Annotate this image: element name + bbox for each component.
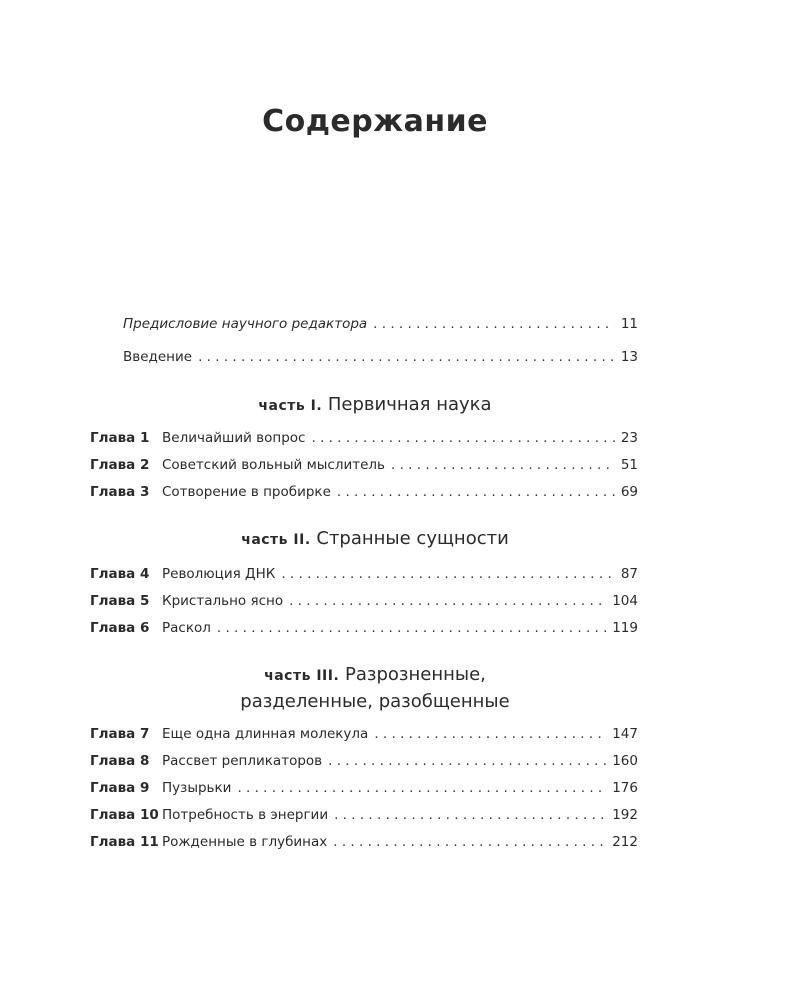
toc-entry-chapter-11[interactable] [90,834,638,850]
toc-page-number: 69 [620,484,638,500]
toc-entry-chapter-5[interactable] [90,593,638,609]
toc-entry-preface[interactable] [123,316,638,332]
toc-entry-title: Советский вольный мыслитель [162,457,386,473]
toc-page-number: 192 [612,807,638,823]
leader-dots [289,593,606,609]
toc-entry-title: Революция ДНК [162,566,276,582]
toc-entry-title: Потребность в энергии [162,807,329,823]
part-tag: часть II. [241,532,311,548]
toc-entry-chapter-3[interactable] [90,484,638,500]
leader-dots [217,620,606,636]
toc-entry-title: Пузырьки [162,780,232,796]
toc-entry-chapter-8[interactable] [90,753,638,769]
toc-entry-chapter-2[interactable] [90,457,638,473]
toc-entry-chapter-10[interactable] [90,807,638,823]
toc-page-number: 23 [620,430,638,446]
leader-dots [333,834,606,850]
leader-dots [198,349,615,365]
chapter-label: Глава 9 [90,780,150,796]
part-title: Первичная наука [327,394,492,415]
leader-dots [373,316,615,332]
toc-page-number: 104 [612,593,638,609]
toc-entry-introduction[interactable] [123,349,638,365]
toc-entry-chapter-6[interactable] [90,620,638,636]
toc-entry-title: Кристально ясно [162,593,284,609]
toc-page-number: 51 [620,457,638,473]
leader-dots [311,430,614,446]
toc-page-number: 176 [612,780,638,796]
toc-entry-title: Сотворение в пробирке [162,484,331,500]
toc-entry-title: Предисловие научного редактора [123,316,368,332]
chapter-label: Глава 4 [90,566,150,582]
leader-dots [374,726,606,742]
toc-entry-title: Величайший вопрос [162,430,306,446]
leader-dots [391,457,615,473]
leader-dots [334,807,606,823]
chapter-label: Глава 2 [90,457,150,473]
chapter-label: Глава 7 [90,726,150,742]
chapter-label: Глава 10 [90,807,159,823]
leader-dots [328,753,606,769]
part-title-line-1: Разрозненные, [345,664,486,685]
toc-page-number: 87 [620,566,638,582]
part-heading-1 [0,392,750,419]
toc-entry-title: Введение [123,349,193,365]
chapter-label: Глава 5 [90,593,150,609]
toc-entry-title: Раскол [162,620,211,636]
part-title-line-2: разделенные, разобщенные [240,691,510,712]
toc-entry-chapter-4[interactable] [90,566,638,582]
part-tag: часть I. [258,398,323,414]
toc-page-number: 119 [612,620,638,636]
chapter-label: Глава 11 [90,834,159,850]
toc-entry-title: Еще одна длинная молекула [162,726,369,742]
chapter-label: Глава 1 [90,430,150,446]
chapter-label: Глава 8 [90,753,150,769]
toc-entry-chapter-1[interactable] [90,430,638,446]
toc-page-number: 147 [612,726,638,742]
leader-dots [337,484,615,500]
toc-page-number: 212 [612,834,638,850]
toc-entry-chapter-9[interactable] [90,780,638,796]
toc-entry-chapter-7[interactable] [90,726,638,742]
toc-page-number: 160 [612,753,638,769]
toc-page-number: 11 [620,316,638,332]
chapter-label: Глава 3 [90,484,150,500]
toc-page-number: 13 [620,349,638,365]
page-title: Содержание [262,104,488,139]
part-heading-2 [0,526,750,553]
leader-dots [237,780,606,796]
part-tag: часть III. [264,668,340,684]
toc-entry-title: Рассвет репликаторов [162,753,323,769]
toc-entry-title: Рожденные в глубинах [162,834,328,850]
part-heading-3 [0,662,750,714]
leader-dots [281,566,614,582]
part-title: Странные сущности [316,528,509,549]
chapter-label: Глава 6 [90,620,150,636]
